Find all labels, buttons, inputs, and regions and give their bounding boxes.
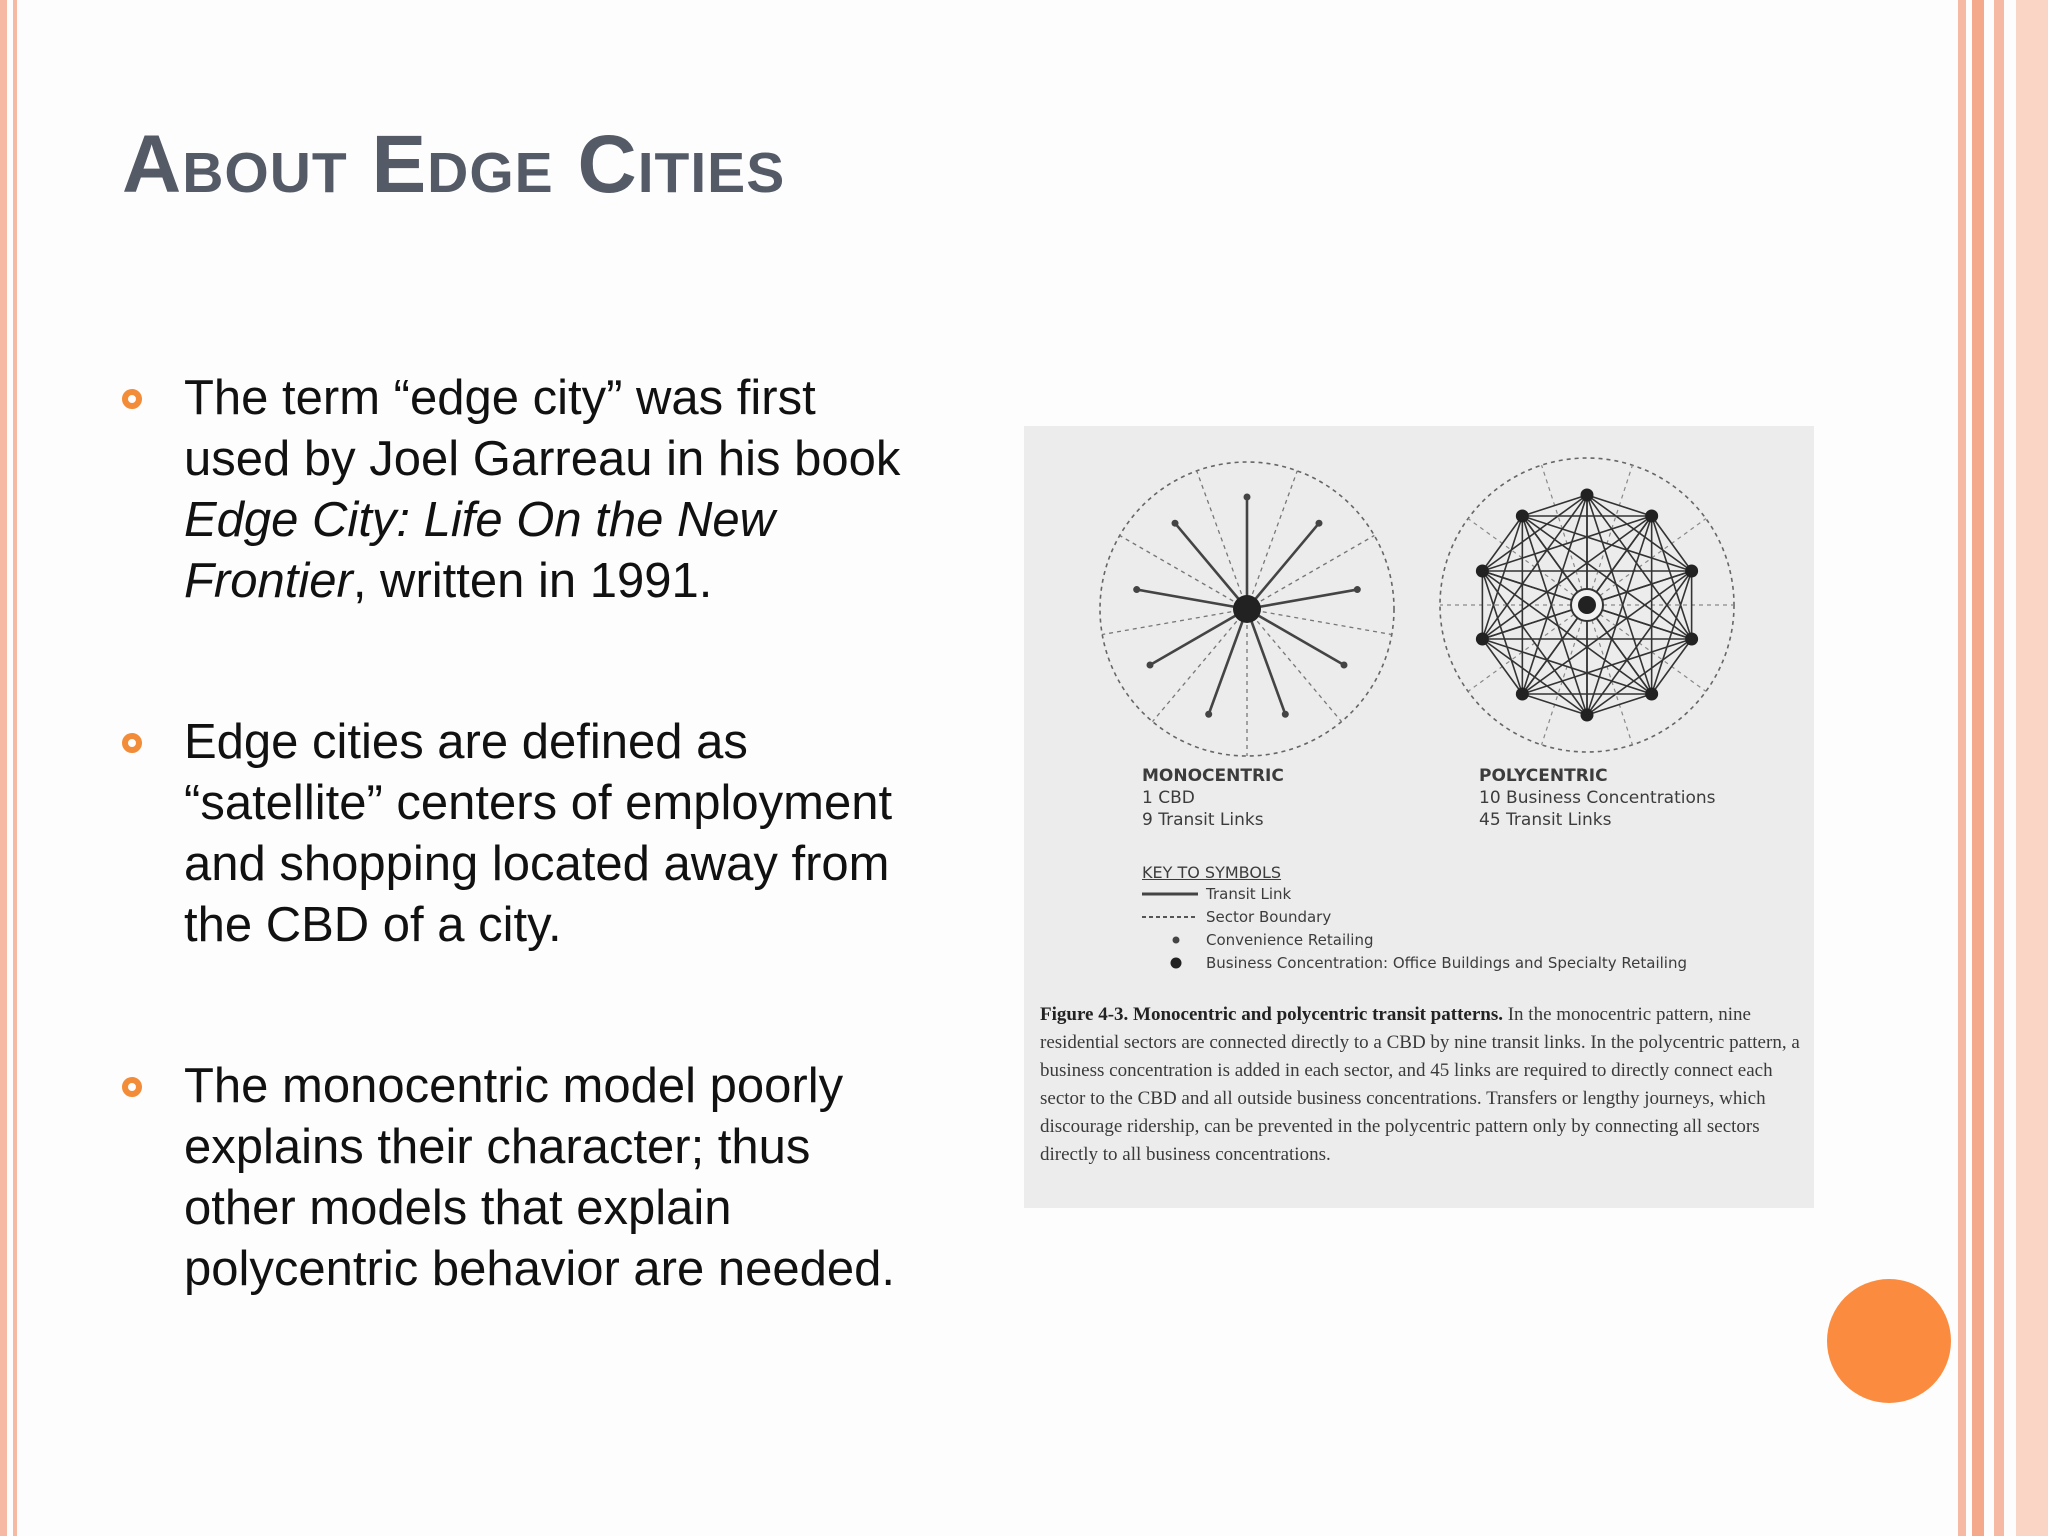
right-border-stripe (1994, 0, 2004, 1536)
polycentric-link-count: 45 Transit Links (1479, 810, 1612, 830)
transit-link (1175, 523, 1247, 609)
monocentric-heading: MONOCENTRIC (1142, 766, 1284, 786)
key-symbols (1142, 884, 1202, 984)
convenience-node (1172, 520, 1179, 527)
sector-boundary (1247, 609, 1341, 722)
business-node (1516, 510, 1529, 523)
convenience-node (1315, 520, 1322, 527)
caption-lead: Figure 4-3. Monocentric and polycentric transit patterns. (1040, 1004, 1503, 1025)
transit-link (1247, 523, 1319, 609)
business-symbol (1171, 958, 1182, 969)
business-node (1685, 632, 1698, 645)
transit-link (1482, 639, 1522, 694)
key-business-concentration: Business Concentration: Office Buildings and Specialty Retailing (1206, 954, 1687, 972)
transit-pattern-figure (1024, 426, 1814, 1208)
bullet-text: The monocentric model poorly explains their character; thus other models that explain polycentric behavior are needed. (184, 1059, 895, 1296)
business-node (1581, 489, 1594, 502)
slide-title: About Edge Cities (122, 119, 786, 210)
monocentric-cbd-count: 1 CBD (1142, 788, 1195, 808)
transit-link (1209, 609, 1247, 714)
left-border-stripe (0, 0, 7, 1536)
bullet-circle-icon (122, 389, 142, 409)
key-convenience-retailing: Convenience Retailing (1206, 931, 1374, 949)
sector-boundary (1197, 471, 1247, 609)
business-node (1476, 632, 1489, 645)
convenience-symbol (1173, 937, 1180, 944)
caption-body: In the monocentric pattern, nine residential sectors are connected directly to a CBD by nine transit links. In the polycentric pattern, a business concentration is added in each sector, and 45 links are required to directly connect each sector to the CBD and all outside business concentrations. Transfers or lengthy journeys, which discourage ridership, can be prevented in the polycentric pattern only by connecting all sectors directly to all business concentrations. (1040, 1004, 1800, 1165)
bullet-circle-icon (122, 733, 142, 753)
polycentric-heading: POLYCENTRIC (1479, 766, 1608, 786)
convenience-node (1354, 586, 1361, 593)
transit-diagrams (1024, 426, 1814, 766)
transit-link (1652, 639, 1692, 694)
transit-link (1522, 516, 1691, 639)
convenience-node (1340, 662, 1347, 669)
bullet-item (122, 712, 902, 956)
business-node (1581, 709, 1594, 722)
key-heading: KEY TO SYMBOLS (1142, 863, 1282, 882)
left-border-stripe (13, 0, 17, 1536)
transit-link (1247, 609, 1285, 714)
convenience-node (1244, 494, 1251, 501)
convenience-node (1133, 586, 1140, 593)
book-title: Edge City: Life On the New Frontier (184, 493, 776, 608)
right-border-stripe (1958, 0, 1966, 1536)
business-node (1516, 687, 1529, 700)
business-node (1645, 687, 1658, 700)
decorative-orange-circle (1827, 1279, 1951, 1403)
transit-link (1482, 516, 1522, 571)
monocentric-link-count: 9 Transit Links (1142, 810, 1264, 830)
key-sector-boundary: Sector Boundary (1206, 908, 1332, 926)
right-border-stripe (2016, 0, 2048, 1536)
right-border-stripe (1972, 0, 1984, 1536)
polycentric-node-count: 10 Business Concentrations (1479, 788, 1716, 808)
transit-link (1522, 694, 1587, 715)
transit-link (1522, 495, 1587, 516)
bullet-item (122, 368, 902, 612)
transit-link (1587, 694, 1652, 715)
convenience-node (1282, 711, 1289, 718)
bullet-item (122, 1056, 902, 1300)
sector-boundary (1153, 609, 1247, 722)
bullet-text: The term “edge city” was first used by Joel Garreau in his book (184, 371, 901, 486)
transit-link (1522, 516, 1691, 571)
key-transit-link: Transit Link (1206, 885, 1292, 903)
bullet-circle-icon (122, 1077, 142, 1097)
business-node (1476, 565, 1489, 578)
business-node (1645, 510, 1658, 523)
business-node (1685, 565, 1698, 578)
figure-caption (1040, 1001, 1800, 1169)
convenience-node (1147, 662, 1154, 669)
sector-boundary (1247, 471, 1297, 609)
transit-link (1587, 495, 1652, 516)
cbd-node (1233, 595, 1261, 623)
convenience-node (1205, 711, 1212, 718)
bullet-list (122, 368, 902, 1300)
bullet-text: , written in 1991. (352, 554, 713, 608)
transit-link (1652, 516, 1692, 571)
cbd-node (1578, 596, 1596, 614)
bullet-text: Edge cities are defined as “satellite” centers of employment and shopping located away from the CBD of a city. (184, 715, 893, 952)
